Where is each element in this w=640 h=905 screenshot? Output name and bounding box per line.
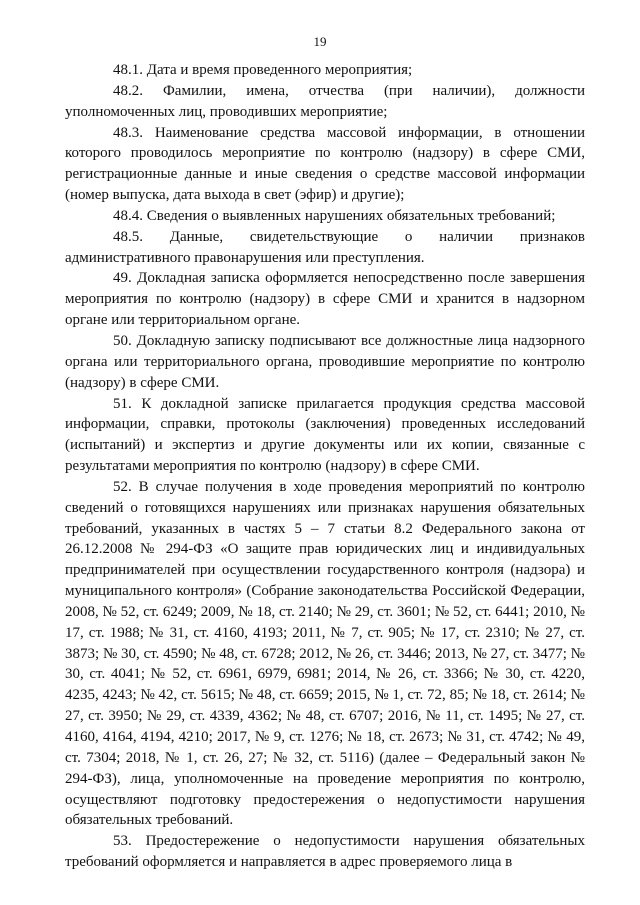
paragraph-48-4: 48.4. Сведения о выявленных нарушениях обязательных требований; <box>113 207 556 224</box>
paragraph-48-2: 48.2. Фамилии, имена, отчества (при наличии), должности уполномоченных лиц, проводивших мероприятие; <box>65 82 585 120</box>
paragraph-49: 49. Докладная записка оформляется непосредственно после завершения мероприятия по контролю (надзору) в сфере СМИ и хранится в надзорном органе или территориальном органе. <box>65 270 585 329</box>
page-number: 19 <box>313 34 327 49</box>
paragraph-48-1: 48.1. Дата и время проведенного мероприятия; <box>113 62 413 78</box>
document-body <box>65 60 585 873</box>
paragraph-48-5: 48.5. Данные, свидетельствующие о наличии признаков административного правонарушения или преступления. <box>65 228 585 266</box>
paragraph-48-3: 48.3. Наименование средства массовой информации, в отношении которого проводилось мероприятие по контролю (надзору) в сфере СМИ, регистрационные данные и иные сведения о средстве массовой информации (номер выпуска, дата выхода в свет (эфир) и другие); <box>65 124 585 204</box>
paragraph-52: 52. В случае получения в ходе проведения мероприятий по контролю сведений о готовящихся нарушениях или признаках нарушения обязательных требований, указанных в частях 5 – 7 статьи 8.2 Федерального закона от 26.12.2008 № 294-ФЗ «О защите прав юридических лиц и индивидуальных предпринимателей при осуществлении государственного контроля (надзора) и муниципального контроля» (Собрание законодательства Российской Федерации, 2008, № 52, ст. 6249; 2009, № 18, ст. 2140; № 29, ст. 3601; № 52, ст. 6441; 2010, № 17, ст. 1988; № 31, ст. 4160, 4193; 2011, № 7, ст. 905; № 17, ст. 2310; № 27, ст. 3873; № 30, ст. 4590; № 48, ст. 6728; 2012, № 26, ст. 3446; 2013, № 27, ст. 3477; № 30, ст. 4041; № 52, ст. 6961, 6979, 6981; 2014, № 26, ст. 3366; № 30, ст. 4220, 4235, 4243; № 42, ст. 5615; № 48, ст. 6659; 2015, № 1, ст. 72, 85; № 18, ст. 2614; № 27, ст. 3950; № 29, ст. 4339, 4362; № 48, ст. 6707; 2016, № 11, ст. 1495; № 27, ст. 4160, 4164, 4194, 4210; 2017, № 9, ст. 1276; № 18, ст. 2673; № 31, ст. 4742; № 49, ст. 7304; 2018, № 1, ст. 26, 27; № 32, ст. 5116) (далее – Федеральный закон № 294-ФЗ), лица, уполномоченные на проведение мероприятия по контролю, осуществляют подготовку предостережения о недопустимости нарушения обязательных требований. <box>65 478 585 829</box>
paragraph-50: 50. Докладную записку подписывают все должностные лица надзорного органа или территориального органа, проводившие мероприятие по контролю (надзору) в сфере СМИ. <box>65 332 585 391</box>
paragraph-51: 51. К докладной записке прилагается продукция средства массовой информации, справки, протоколы (заключения) проведенных исследований (испытаний) и экспертиз и другие документы или их копии, связанные с результатами мероприятия по контролю (надзору) в сфере СМИ. <box>65 395 585 475</box>
paragraph-53: 53. Предостережение о недопустимости нарушения обязательных требований оформляется и направляется в адрес проверяемого лица в <box>65 833 585 871</box>
